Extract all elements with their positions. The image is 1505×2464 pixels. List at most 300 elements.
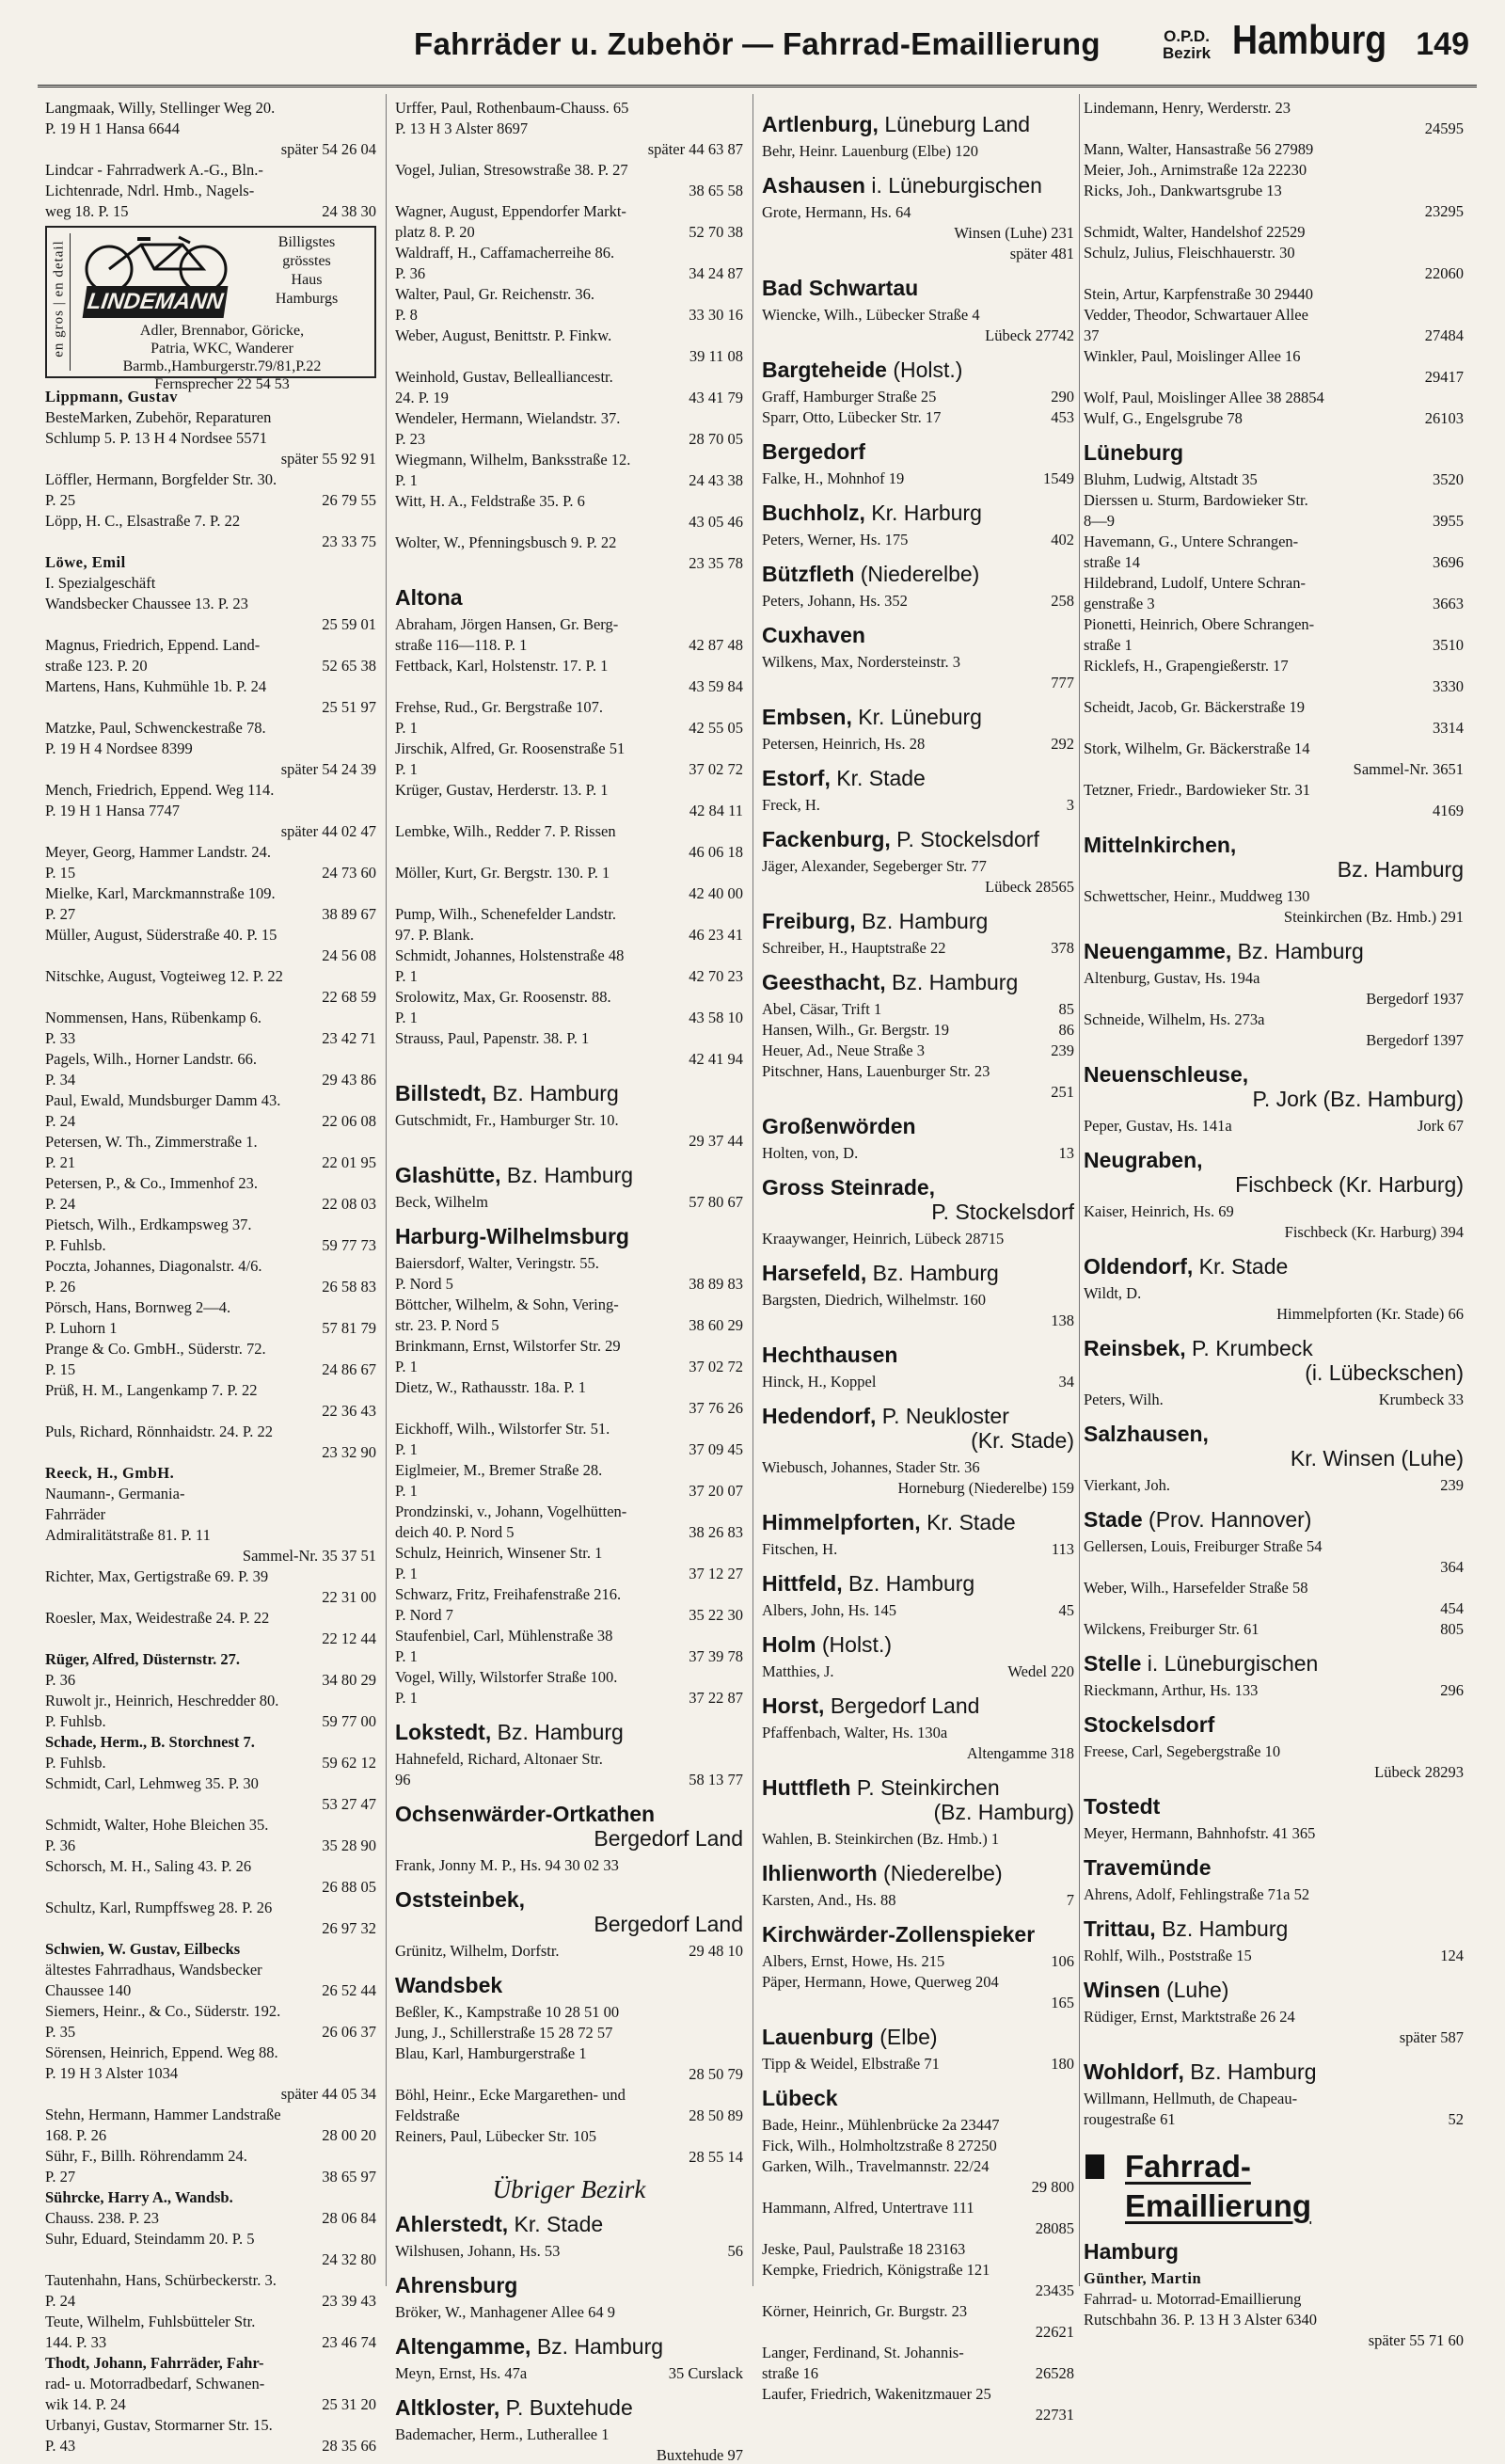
- entry-line: [1084, 223, 1464, 241]
- town-name: Lübeck: [762, 2086, 838, 2110]
- entry-text: Löffler, Hermann, Borgfelder Str. 30.: [45, 470, 277, 488]
- town-heading: [395, 1802, 743, 1851]
- entry-text: Naumann-, Germania-: [45, 1485, 185, 1502]
- entry-text: [45, 1236, 376, 1254]
- entry-line: [762, 388, 1074, 405]
- entry-number: später 44 05 34: [280, 2085, 376, 2103]
- town-name: Himmelpforten,: [762, 1510, 921, 1534]
- entry-line: [762, 1230, 1074, 1248]
- entry-name: Peters, Wilh.: [1084, 1391, 1164, 1408]
- town-district: P. Krumbeck: [1185, 1336, 1313, 1360]
- entry-text: Pörsch, Hans, Bornweg 2—4.: [45, 1298, 231, 1316]
- entry-line: [45, 1298, 376, 1316]
- entry-text: [45, 2437, 376, 2455]
- entry-name: Feldstraße: [395, 2106, 460, 2124]
- entry-name: P. 1: [395, 1358, 418, 1375]
- town-district: P. Steinkirchen: [850, 1775, 1000, 1800]
- town-district-line: Bergedorf Land: [594, 1912, 743, 1936]
- entry-number: 42 55 05: [689, 719, 743, 737]
- entry-number: 45: [1058, 1601, 1074, 1619]
- entry-line: [1084, 1010, 1464, 1028]
- entry-text: [45, 2333, 376, 2351]
- entry-text: Schmidt, Walter, Hohe Bleichen 35.: [45, 1816, 269, 1834]
- entry-number: 59 62 12: [322, 1754, 376, 1772]
- entry-line: [395, 2148, 743, 2166]
- entry-number: Jork 67: [1417, 1117, 1464, 1135]
- entry-name: Albers, Ernst, Howe, Hs. 215: [762, 1952, 945, 1970]
- entry-line: [1084, 1476, 1464, 1494]
- entry-line: [45, 1505, 376, 1523]
- town-heading: [395, 1973, 743, 1997]
- entry-number: 43 41 79: [689, 389, 743, 406]
- entry-line: [395, 1193, 743, 1211]
- town-name: Wandsbek: [395, 1973, 503, 1997]
- entry-text: Paul, Ewald, Mundsburger Damm 43.: [45, 1091, 281, 1109]
- town-district: Bz. Hamburg: [531, 2334, 664, 2359]
- town-heading: [762, 705, 1074, 729]
- town-heading: [1084, 1507, 1464, 1532]
- entry-line: [1084, 1885, 1464, 1903]
- entry-line: [395, 264, 743, 282]
- entry-line: [1084, 470, 1464, 488]
- entry-line: [45, 1961, 376, 1979]
- town-heading: [1084, 2059, 1464, 2084]
- entry-name: P. 36: [45, 1836, 76, 1854]
- entry-text: [762, 939, 1074, 957]
- entry-number: 23 32 90: [322, 1443, 376, 1461]
- entry-line: [45, 491, 376, 509]
- entry-line: [45, 1319, 376, 1337]
- entry-text: [45, 2209, 376, 2227]
- entry-line: [45, 988, 376, 1006]
- entry-line: [762, 1041, 1074, 1059]
- entry-text: Kempke, Friedrich, Königstraße 121: [762, 2261, 990, 2279]
- entry-number: 165: [1051, 1994, 1074, 2011]
- entry-line: [762, 2385, 1074, 2403]
- entry-line: [45, 1402, 376, 1420]
- town-name: Ahrensburg: [395, 2273, 518, 2297]
- entry-name: Abel, Cäsar, Trift 1: [762, 1000, 882, 1018]
- entry-line: [762, 245, 1074, 262]
- entry-text: [45, 2395, 376, 2413]
- entry-text: [395, 1689, 743, 1707]
- entry-text: Prondzinski, v., Johann, Vogelhütten-: [395, 1502, 627, 1520]
- entry-line: [1084, 802, 1464, 819]
- entry-line: [395, 2303, 743, 2321]
- town-name: Huttfleth: [762, 1775, 851, 1800]
- entry-line: [395, 202, 743, 220]
- entry-line: [45, 2085, 376, 2103]
- entry-text: [762, 1041, 1074, 1059]
- town-name: Hittfeld,: [762, 1571, 843, 1596]
- entry-text: [395, 1193, 743, 1211]
- entry-name: Chauss. 238. P. 23: [45, 2209, 160, 2227]
- entry-text: [45, 1836, 376, 1854]
- town-name: Winsen: [1084, 1978, 1161, 2002]
- entry-text: [395, 1647, 743, 1665]
- entry-line: [762, 2199, 1074, 2217]
- town-name: Stockelsdorf: [1084, 1712, 1215, 1737]
- entry-line: [395, 1771, 743, 1788]
- entry-text: Vedder, Theodor, Schwartauer Allee: [1084, 306, 1308, 324]
- entry-text: Petersen, P., & Co., Immenhof 23.: [45, 1174, 258, 1192]
- entry-text: Hildebrand, Ludolf, Untere Schran-: [1084, 574, 1306, 592]
- entry-text: Wilkens, Max, Nordersteinstr. 3: [762, 653, 961, 671]
- entry-name: Tipp & Weidel, Elbstraße 71: [762, 2055, 940, 2073]
- entry-name: P. Fuhlsb.: [45, 1236, 106, 1254]
- town-heading: [1084, 1422, 1464, 1470]
- entry-number: 52: [1448, 2110, 1464, 2128]
- entry-line: [45, 2209, 376, 2227]
- town-name: Mittelnkirchen,: [1084, 833, 1237, 857]
- entry-line: [1084, 161, 1464, 179]
- entry-text: Urbanyi, Gustav, Stormarner Str. 15.: [45, 2416, 273, 2434]
- entry-number: später 481: [1009, 245, 1074, 262]
- entry-text: Srolowitz, Max, Gr. Roosenstr. 88.: [395, 988, 611, 1006]
- entry-line: [45, 2064, 376, 2082]
- town-heading: [395, 1720, 743, 1744]
- entry-number: 23 46 74: [322, 2333, 376, 2351]
- entry-text: [395, 926, 743, 944]
- entry-line: [762, 857, 1074, 875]
- town-district: (Holst.): [816, 1632, 892, 1657]
- entry-line: [1084, 347, 1464, 365]
- entry-line: [45, 1112, 376, 1130]
- entry-text: Eiglmeier, M., Bremer Straße 28.: [395, 1461, 603, 1479]
- entry-line: [45, 1857, 376, 1875]
- entry-line: [45, 2230, 376, 2248]
- entry-number: 402: [1051, 531, 1074, 548]
- entry-line: [45, 1650, 376, 1668]
- entry-text: Dierssen u. Sturm, Bardowieker Str.: [1084, 491, 1308, 509]
- entry-line: [762, 306, 1074, 324]
- entry-name: P. 43: [45, 2437, 76, 2455]
- town-name: Altengamme,: [395, 2334, 531, 2359]
- entry-line: [45, 677, 376, 695]
- town-heading: [395, 585, 743, 610]
- entry-text: Puls, Richard, Rönnhaidstr. 24. P. 22: [45, 1423, 274, 1440]
- entry-line: [395, 677, 743, 695]
- town-heading: [1084, 2239, 1464, 2264]
- entry-text: Hahnefeld, Richard, Altonaer Str.: [395, 1750, 603, 1768]
- entry-text: Schneide, Wilhelm, Hs. 273a: [1084, 1010, 1265, 1028]
- town-heading: [762, 1343, 1074, 1367]
- entry-number: 37 39 78: [689, 1647, 743, 1665]
- entry-text: Ricks, Joh., Dankwartsgrube 13: [1084, 182, 1282, 199]
- town-heading: [762, 1632, 1074, 1657]
- entry-text: Wiencke, Wilh., Lübecker Straße 4: [762, 306, 980, 324]
- entry-number: 22 08 03: [322, 1195, 376, 1213]
- entry-line: [762, 531, 1074, 548]
- entry-number: 23295: [1424, 202, 1464, 220]
- entry-text: [45, 1278, 376, 1296]
- entry-line: [45, 926, 376, 944]
- entry-number: 42 87 48: [689, 636, 743, 654]
- town-heading: [1084, 939, 1464, 963]
- entry-text: Witt, H. A., Feldstraße 35. P. 6: [395, 492, 585, 510]
- entry-number: 37 02 72: [689, 1358, 743, 1375]
- firm-name: [1084, 2269, 1464, 2287]
- entry-text: [762, 796, 1074, 814]
- town-heading: [762, 358, 1074, 382]
- entry-name: Rieckmann, Arthur, Hs. 133: [1084, 1681, 1259, 1699]
- entry-number: 28 70 05: [689, 430, 743, 448]
- entry-line: [45, 202, 376, 220]
- entry-line: [395, 1009, 743, 1026]
- entry-line: [1084, 1742, 1464, 1760]
- entry-line: [45, 884, 376, 902]
- entry-line: [395, 326, 743, 344]
- entry-line: [762, 1083, 1074, 1101]
- entry-line: [762, 1062, 1074, 1080]
- entry-line: [1084, 1579, 1464, 1597]
- category-title-line: Emaillierung: [1125, 2188, 1312, 2223]
- entry-line: [1084, 1031, 1464, 1049]
- town-name: Hechthausen: [762, 1343, 898, 1367]
- entry-number: Lübeck 28293: [1374, 1763, 1464, 1781]
- town-district: Bz. Hamburg: [500, 1163, 634, 1187]
- entry-text: [762, 1021, 1074, 1039]
- entry-text: Schwarz, Fritz, Freihafenstraße 216.: [395, 1585, 622, 1603]
- town-district: P. Buxtehude: [499, 2395, 633, 2420]
- entry-number: Krumbeck 33: [1378, 1391, 1464, 1408]
- entry-text: Blau, Karl, Hamburgerstraße 1: [395, 2044, 587, 2062]
- town-name: Ihlienworth: [762, 1861, 878, 1885]
- town-heading: [1084, 1712, 1464, 1737]
- column-divider: [752, 94, 753, 2286]
- entry-line: [395, 1029, 743, 1047]
- entry-text: Pitschner, Hans, Lauenburger Str. 23: [762, 1062, 990, 1080]
- entry-line: [395, 1482, 743, 1500]
- entry-number: 364: [1440, 1558, 1464, 1576]
- entry-line: [45, 802, 376, 819]
- entry-text: Böttcher, Wilhelm, & Sohn, Vering-: [395, 1296, 619, 1313]
- town-heading: [395, 1887, 743, 1936]
- entry-line: [1084, 636, 1464, 654]
- entry-number: 26 52 44: [322, 1981, 376, 1999]
- town-heading: [1084, 1336, 1464, 1385]
- entry-line: [45, 2313, 376, 2330]
- entry-text: [1084, 326, 1464, 344]
- entry-line: [45, 1029, 376, 1047]
- entry-name: P. 1: [395, 1647, 418, 1665]
- town-district: Kr. Stade: [920, 1510, 1016, 1534]
- entry-line: [1084, 595, 1464, 612]
- entry-line: [1084, 1305, 1464, 1323]
- entry-text: Lembke, Wilh., Redder 7. P. Rissen: [395, 822, 616, 840]
- entry-line: [762, 2055, 1074, 2073]
- entry-name: Peters, Werner, Hs. 175: [762, 531, 909, 548]
- town-district: Bz. Hamburg: [855, 909, 989, 933]
- town-name: Ahlerstedt,: [395, 2212, 509, 2236]
- entry-line: [762, 2219, 1074, 2237]
- entry-text: [45, 1071, 376, 1089]
- entry-text: Jirschik, Alfred, Gr. Roosenstraße 51: [395, 739, 626, 757]
- entry-line: [395, 802, 743, 819]
- entry-line: [45, 2416, 376, 2434]
- entry-line: [762, 939, 1074, 957]
- entry-text: [762, 1662, 1074, 1680]
- entry-number: 29 48 10: [689, 1942, 743, 1960]
- town-district-line: (Bz. Hamburg): [933, 1800, 1074, 1824]
- lindemann-advertisement: [45, 226, 376, 392]
- entry-line: [1084, 202, 1464, 220]
- entry-name: straße 14: [1084, 553, 1141, 571]
- entry-number: 138: [1051, 1311, 1074, 1329]
- entry-text: Weber, Wilh., Harsefelder Straße 58: [1084, 1579, 1308, 1597]
- entry-number: 26 79 55: [322, 491, 376, 509]
- entry-line: [395, 1627, 743, 1645]
- entry-name: Falke, H., Mohnhof 19: [762, 469, 905, 487]
- entry-text: Sühr, F., Billh. Röhrendamm 24.: [45, 2147, 247, 2165]
- entry-name: 37: [1084, 326, 1100, 344]
- town-district-line: P. Jork (Bz. Hamburg): [1252, 1087, 1464, 1111]
- entry-number: 39 11 08: [689, 347, 743, 365]
- entry-number: 22 01 95: [322, 1153, 376, 1171]
- town-name: Horst,: [762, 1693, 825, 1718]
- town-district: Kr. Harburg: [864, 501, 982, 525]
- entry-text: Gellersen, Louis, Freiburger Straße 54: [1084, 1537, 1323, 1555]
- entry-line: [1084, 2090, 1464, 2107]
- entry-line: [45, 182, 376, 199]
- entry-number: 85: [1058, 1000, 1074, 1018]
- entry-line: [395, 285, 743, 303]
- entry-line: [762, 1291, 1074, 1309]
- entry-number: 3696: [1433, 553, 1464, 571]
- entry-text: Poczta, Johannes, Diagonalstr. 4/6.: [45, 1257, 262, 1275]
- entry-text: Wagner, August, Eppendorfer Markt-: [395, 202, 626, 220]
- entry-line: [762, 224, 1074, 242]
- entry-number: 35 22 30: [689, 1606, 743, 1624]
- town-heading: [395, 1224, 743, 1248]
- entry-text: Strauss, Paul, Papenstr. 38. P. 1: [395, 1029, 590, 1047]
- entry-line: [395, 492, 743, 510]
- town-heading: [762, 827, 1074, 851]
- entry-name: Hinck, H., Koppel: [762, 1373, 877, 1391]
- entry-line: [1084, 698, 1464, 716]
- entry-line: [45, 1981, 376, 1999]
- entry-line: [45, 1381, 376, 1399]
- entry-name: P. Nord 5: [395, 1275, 453, 1293]
- entry-text: Lindcar - Fahrradwerk A.-G., Bln.-: [45, 161, 263, 179]
- entry-number: 22731: [1035, 2406, 1074, 2424]
- entry-name: P. Fuhlsb.: [45, 1754, 106, 1772]
- entry-number: 56: [727, 2242, 743, 2260]
- entry-name: P. 24: [45, 2292, 76, 2310]
- entry-number: Altengamme 318: [966, 1744, 1074, 1762]
- entry-text: Siemers, Heinr., & Co., Süderstr. 192.: [45, 2002, 281, 2020]
- town-name: Buchholz,: [762, 501, 865, 525]
- entry-name: 96: [395, 1771, 411, 1788]
- entry-text: I. Spezialgeschäft: [45, 574, 156, 592]
- town-name: Bad Schwartau: [762, 276, 919, 300]
- entry-line: [45, 1588, 376, 1606]
- entry-line: [395, 1606, 743, 1624]
- entry-line: [45, 1195, 376, 1213]
- entry-text: Willmann, Hellmuth, de Chapeau-: [1084, 2090, 1298, 2107]
- town-name: Holm: [762, 1632, 816, 1657]
- entry-text: Fahrrad- u. Motorrad-Emaillierung: [1084, 2290, 1302, 2308]
- entry-text: P. 13 H 3 Alster 8697: [395, 119, 529, 137]
- entry-text: Wiebusch, Johannes, Stader Str. 36: [762, 1458, 980, 1476]
- entry-number: 24 38 30: [322, 202, 376, 220]
- entry-number: 1549: [1043, 469, 1074, 487]
- entry-number: 86: [1058, 1021, 1074, 1039]
- entry-line: [45, 1609, 376, 1627]
- town-heading: [1084, 1855, 1464, 1880]
- entry-line: [45, 1071, 376, 1089]
- entry-number: 13: [1058, 1144, 1074, 1162]
- entry-number: 38 65 97: [322, 2168, 376, 2186]
- entry-text: Ricklefs, H., Grapengießerstr. 17: [1084, 657, 1289, 675]
- column-1: [45, 99, 376, 2455]
- entry-number: 258: [1051, 592, 1074, 610]
- entry-line: [395, 1399, 743, 1417]
- entry-text: [45, 1153, 376, 1171]
- entry-line: [762, 2157, 1074, 2175]
- entry-text: [762, 1891, 1074, 1909]
- entry-text: Waldraff, H., Caffamacherreihe 86.: [395, 244, 615, 262]
- entry-line: [45, 1526, 376, 1544]
- town-name: Stade: [1084, 1507, 1143, 1532]
- entry-line: [45, 760, 376, 778]
- entry-text: Löpp, H. C., Elsastraße 7. P. 22: [45, 512, 241, 530]
- entry-line: [1084, 908, 1464, 926]
- entry-text: Langmaak, Willy, Stellinger Weg 20.: [45, 99, 276, 117]
- entry-text: [762, 592, 1074, 610]
- entry-text: [395, 1009, 743, 1026]
- entry-line: [762, 2364, 1074, 2382]
- town-district-line: P. Stockelsdorf: [931, 1200, 1074, 1224]
- entry-number: Buxtehude 97: [656, 2446, 743, 2464]
- entry-number: 26 58 83: [322, 1278, 376, 1296]
- town-district: Bz. Hamburg: [842, 1571, 975, 1596]
- entry-number: 24 43 38: [689, 471, 743, 489]
- entry-text: Reiners, Paul, Lübecker Str. 105: [395, 2127, 597, 2145]
- entry-line: [762, 1373, 1074, 1391]
- town-heading: [1084, 1062, 1464, 1111]
- entry-line: [1084, 1947, 1464, 1964]
- entry-name: Fitschen, H.: [762, 1540, 838, 1558]
- entry-name: Albers, John, Hs. 145: [762, 1601, 896, 1619]
- entry-text: [762, 1373, 1074, 1391]
- entry-text: Schmidt, Carl, Lehmweg 35. P. 30: [45, 1774, 259, 1792]
- entry-line: [762, 1952, 1074, 1970]
- town-heading: [762, 1775, 1074, 1824]
- town-heading: [762, 1571, 1074, 1596]
- entry-number: 42 41 94: [689, 1050, 743, 1068]
- entry-number: 34: [1058, 1373, 1074, 1391]
- entry-line: [395, 533, 743, 551]
- entry-line: [1084, 119, 1464, 137]
- entry-text: Lindemann, Henry, Werderstr. 23: [1084, 99, 1291, 117]
- entry-line: [762, 408, 1074, 426]
- town-name: Artlenburg,: [762, 112, 879, 136]
- entry-line: [762, 2323, 1074, 2341]
- section-heading: Übriger Bezirk: [492, 2175, 646, 2203]
- entry-text: Fettback, Karl, Holstenstr. 17. P. 1: [395, 657, 609, 675]
- entry-line: [45, 1485, 376, 1502]
- ad-slogan: Billigstes grösstes Haus Hamburgs: [275, 234, 339, 307]
- entry-number: 777: [1051, 674, 1074, 692]
- town-heading: [762, 1404, 1074, 1453]
- town-heading: [762, 909, 1074, 933]
- entry-text: [762, 735, 1074, 753]
- entry-line: [1084, 2008, 1464, 2026]
- entry-number: 24 56 08: [322, 946, 376, 964]
- town-name: Hedendorf,: [762, 1404, 877, 1428]
- entry-line: [762, 592, 1074, 610]
